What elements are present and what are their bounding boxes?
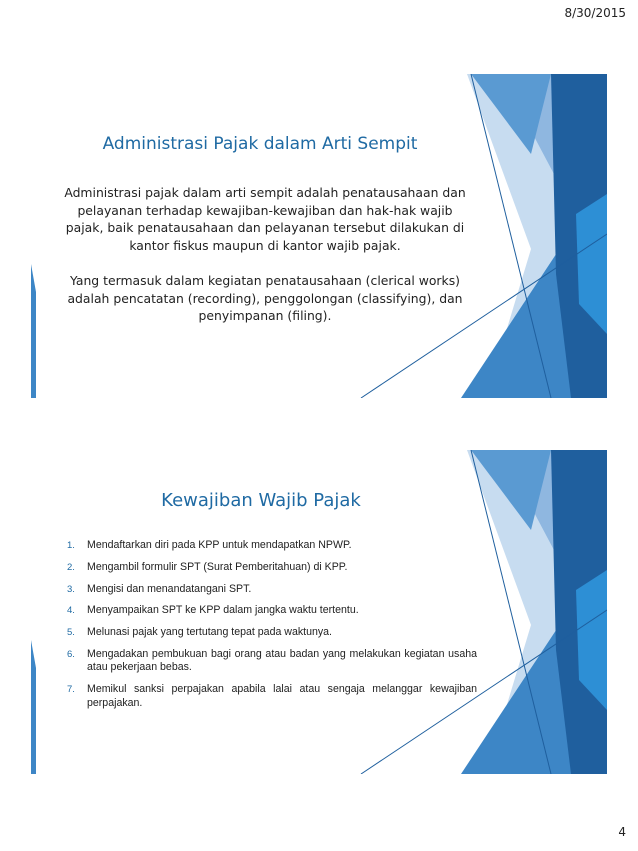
list-item-number: 6. bbox=[67, 648, 75, 660]
list-item-number: 4. bbox=[67, 605, 75, 617]
list-item bbox=[67, 583, 477, 597]
list-item-number: 2. bbox=[67, 561, 75, 573]
list-item-number: 1. bbox=[67, 540, 75, 551]
list-item-text: Mengambil formulir SPT (Surat Pemberitahuan) di KPP. bbox=[87, 560, 348, 573]
list-item bbox=[67, 604, 477, 618]
list-item-text: Mengisi dan menandatangani SPT. bbox=[87, 582, 252, 595]
list-item-text: Mendaftarkan diri pada KPP untuk mendapatkan NPWP. bbox=[87, 539, 352, 551]
list-item-text: Mengadakan pembukuan bagi orang atau badan yang melakukan kegiatan usaha atau pekerjaan bebas. bbox=[87, 647, 477, 674]
slide-administrasi-pajak bbox=[31, 74, 607, 398]
page-number: 4 bbox=[618, 825, 626, 839]
list-item-number: 5. bbox=[67, 627, 75, 639]
list-item-text: Memikul sanksi perpajakan apabila lalai atau sengaja melanggar kewajiban perpajakan. bbox=[87, 683, 477, 709]
list-item-text: Menyampaikan SPT ke KPP dalam jangka waktu tertentu. bbox=[87, 604, 359, 617]
obligations-list bbox=[67, 539, 477, 719]
slide2-title: Kewajiban Wajib Pajak bbox=[161, 490, 361, 511]
slide1-title: Administrasi Pajak dalam Arti Sempit bbox=[102, 134, 418, 154]
list-item-number: 3. bbox=[67, 583, 75, 595]
slide1-paragraph-2: Yang termasuk dalam kegiatan penatausahaan (clerical works) adalah pencatatan (recording), penggolongan (classifying), dan penyimpanan (filing). bbox=[67, 273, 463, 323]
date-header: 8/30/2015 bbox=[564, 6, 626, 20]
slide1-body bbox=[57, 184, 473, 343]
list-item-text: Melunasi pajak yang tertutang tepat pada waktunya. bbox=[87, 626, 332, 639]
slide-kewajiban-wajib-pajak bbox=[31, 450, 607, 774]
slide1-paragraph-1: Administrasi pajak dalam arti sempit adalah penatausahaan dan pelayanan terhadap kewajiban-kewajiban dan hak-hak wajib pajak, baik penatausahaan dan pelayanan tersebut dilakukan di kantor fiskus maupun di kantor wajib pajak. bbox=[64, 185, 466, 253]
list-item bbox=[67, 683, 477, 710]
list-item bbox=[67, 539, 477, 553]
list-item-number: 7. bbox=[67, 684, 75, 696]
list-item bbox=[67, 626, 477, 640]
list-item bbox=[67, 648, 477, 675]
deco-left-sliver bbox=[31, 264, 36, 398]
list-item bbox=[67, 561, 477, 575]
deco-left-sliver bbox=[31, 640, 36, 774]
